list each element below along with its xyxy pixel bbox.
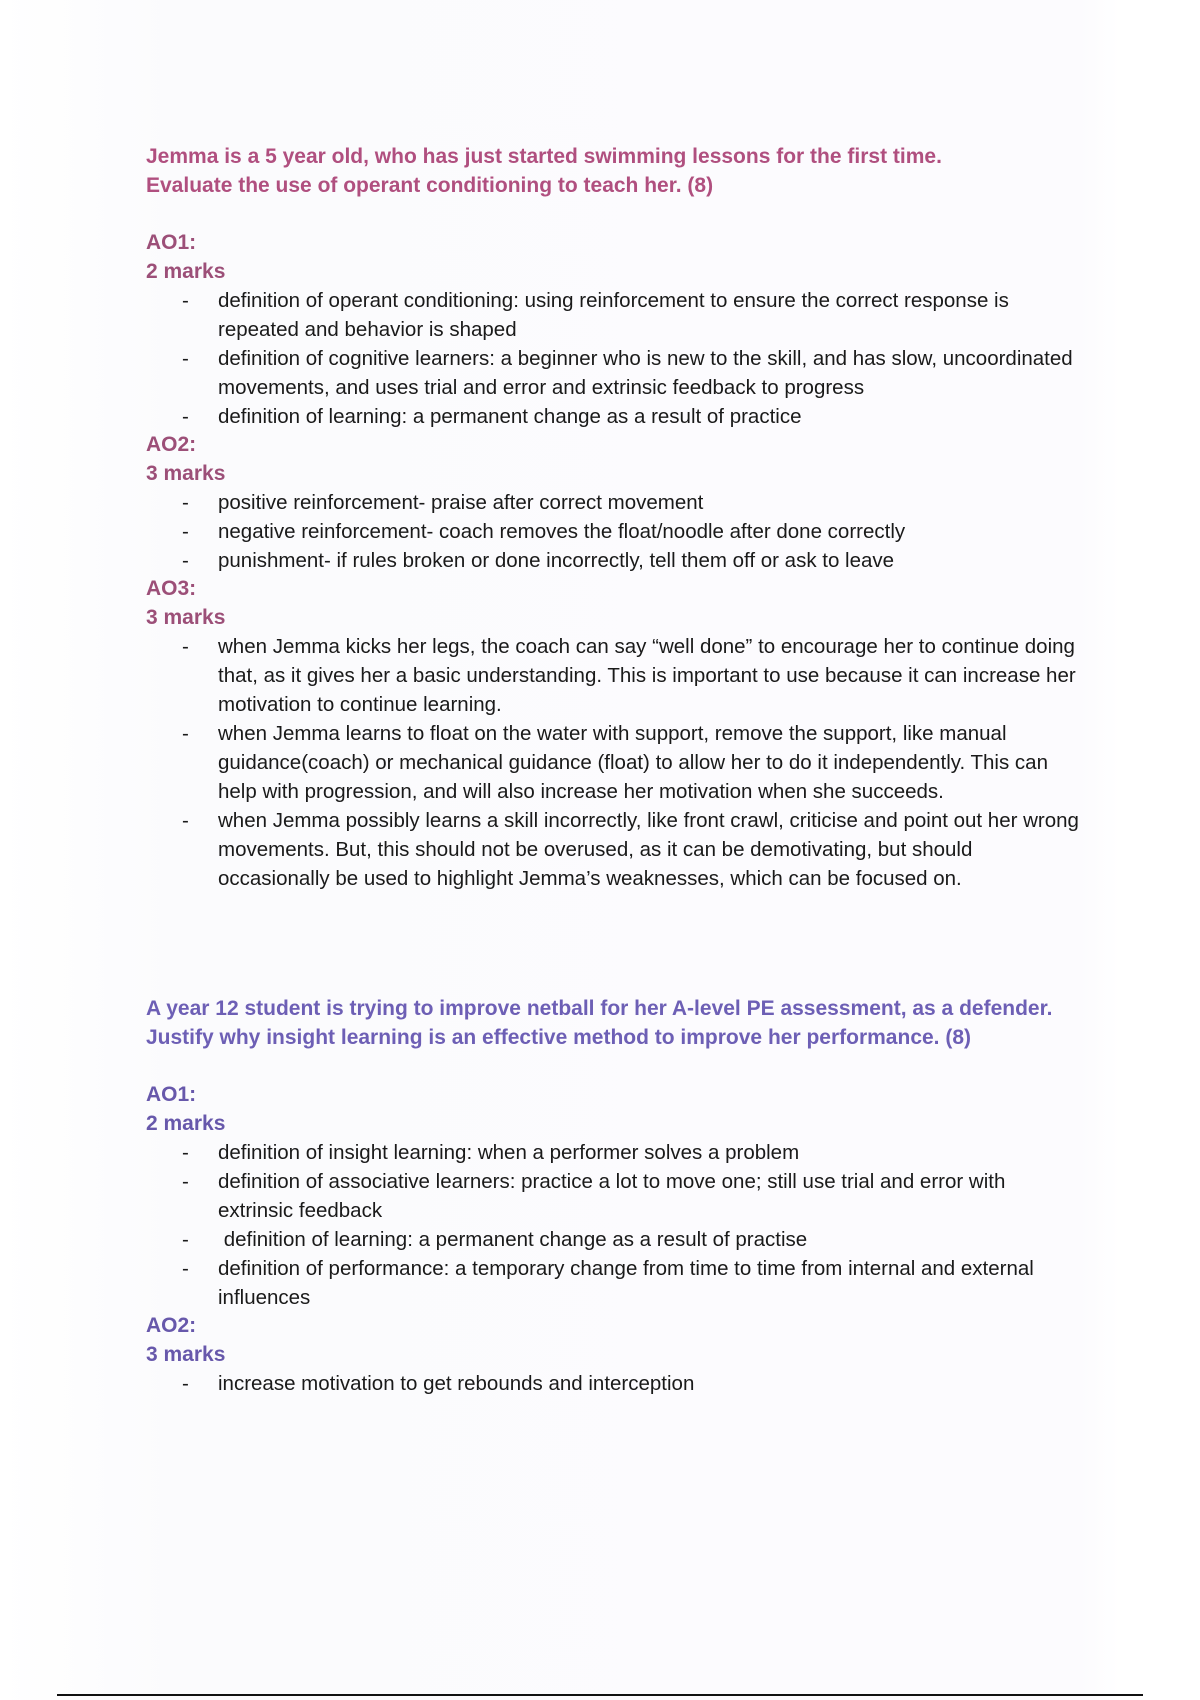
- bullet-dash: -: [182, 809, 189, 832]
- ao-heading: [146, 431, 1086, 488]
- bullet-dash: -: [182, 347, 189, 370]
- list-item: [146, 286, 1086, 344]
- point-text: when Jemma kicks her legs, the coach can say “well done” to encourage her to continue doing that, as it gives her a basic understanding. This is important to use because it can increase her motivation to continue learning.: [218, 635, 1076, 716]
- ao1-points-list: [146, 1138, 1086, 1312]
- marks-label: 2 marks: [146, 259, 226, 283]
- bullet-dash: -: [182, 491, 189, 514]
- question-1-prompt: [146, 143, 1086, 200]
- ao3-points-list: [146, 632, 1086, 893]
- point-text: when Jemma possibly learns a skill incorrectly, like front crawl, criticise and point out her wrong movements. But, this should not be overused, as it can be demotivating, but should occasionally be used to highlight Jemma’s weaknesses, which can be focused on.: [218, 809, 1079, 890]
- point-text: positive reinforcement- praise after correct movement: [218, 491, 704, 514]
- marks-label: 3 marks: [146, 461, 226, 485]
- question-2-prompt: [146, 995, 1086, 1052]
- question-section-1: [146, 143, 1086, 893]
- list-item: [146, 546, 1086, 575]
- ao-heading: [146, 1081, 1086, 1138]
- ao-heading: [146, 1312, 1086, 1369]
- ao2-points-list: [146, 488, 1086, 575]
- list-item: [146, 402, 1086, 431]
- list-item: [146, 806, 1086, 893]
- ao-label: AO2:: [146, 1314, 197, 1337]
- ao1-block: [146, 229, 1086, 431]
- bullet-dash: -: [182, 722, 189, 745]
- question-2-line-2: Justify why insight learning is an effective method to improve her performance. (8): [146, 1025, 972, 1049]
- marks-label: 2 marks: [146, 1111, 226, 1135]
- ao2-block: [146, 431, 1086, 575]
- point-text: definition of associative learners: practice a lot to move one; still use trial and error with extrinsic feedback: [218, 1170, 1006, 1222]
- bullet-dash: -: [182, 520, 189, 543]
- ao-label: AO1:: [146, 231, 197, 254]
- point-text: punishment- if rules broken or done incorrectly, tell them off or ask to leave: [218, 549, 895, 572]
- bullet-dash: -: [182, 1228, 189, 1251]
- point-text: definition of cognitive learners: a beginner who is new to the skill, and has slow, uncoordinated movements, and uses trial and error and extrinsic feedback to progress: [218, 347, 1073, 399]
- ao2-block: [146, 1312, 1086, 1398]
- bullet-dash: -: [182, 635, 189, 658]
- ao-label: AO1:: [146, 1083, 197, 1106]
- list-item: [146, 632, 1086, 719]
- question-1-line-2: Evaluate the use of operant conditioning to teach her. (8): [146, 173, 714, 197]
- point-text: definition of learning: a permanent change as a result of practise: [218, 1228, 808, 1251]
- point-text: definition of learning: a permanent change as a result of practice: [218, 405, 802, 428]
- bullet-dash: -: [182, 405, 189, 428]
- list-item: [146, 1167, 1086, 1225]
- list-item: [146, 517, 1086, 546]
- marks-label: 3 marks: [146, 605, 226, 629]
- marks-label: 3 marks: [146, 1342, 226, 1366]
- bullet-dash: -: [182, 1141, 189, 1164]
- point-text: increase motivation to get rebounds and interception: [218, 1372, 695, 1395]
- point-text: definition of insight learning: when a performer solves a problem: [218, 1141, 800, 1164]
- list-item: [146, 1369, 1086, 1398]
- ao-heading: [146, 229, 1086, 286]
- list-item: [146, 488, 1086, 517]
- point-text: definition of performance: a temporary change from time to time from internal and external influences: [218, 1257, 1034, 1309]
- page-bottom-rule: [57, 1694, 1143, 1696]
- bullet-dash: -: [182, 1372, 189, 1395]
- point-text: negative reinforcement- coach removes the float/noodle after done correctly: [218, 520, 906, 543]
- list-item: [146, 719, 1086, 806]
- ao-label: AO3:: [146, 577, 197, 600]
- list-item: [146, 1254, 1086, 1312]
- ao1-points-list: [146, 286, 1086, 431]
- ao3-block: [146, 575, 1086, 893]
- question-1-line-1: Jemma is a 5 year old, who has just started swimming lessons for the first time.: [146, 145, 942, 168]
- list-item: [146, 1138, 1086, 1167]
- point-text: when Jemma learns to float on the water with support, remove the support, like manual guidance(coach) or mechanical guidance (float) to allow her to do it independently. This can help with progression, and will also increase her motivation when she succeeds.: [218, 722, 1048, 803]
- list-item: [146, 1225, 1086, 1254]
- ao-heading: [146, 575, 1086, 632]
- question-2-line-1: A year 12 student is trying to improve netball for her A-level PE assessment, as a defender.: [146, 997, 1053, 1020]
- bullet-dash: -: [182, 549, 189, 572]
- point-text: definition of operant conditioning: using reinforcement to ensure the correct response is repeated and behavior is shaped: [218, 289, 1009, 341]
- question-section-2: [146, 995, 1086, 1398]
- ao1-block: [146, 1081, 1086, 1312]
- bullet-dash: -: [182, 1170, 189, 1193]
- ao-label: AO2:: [146, 433, 197, 456]
- list-item: [146, 344, 1086, 402]
- bullet-dash: -: [182, 289, 189, 312]
- bullet-dash: -: [182, 1257, 189, 1280]
- ao2-points-list: [146, 1369, 1086, 1398]
